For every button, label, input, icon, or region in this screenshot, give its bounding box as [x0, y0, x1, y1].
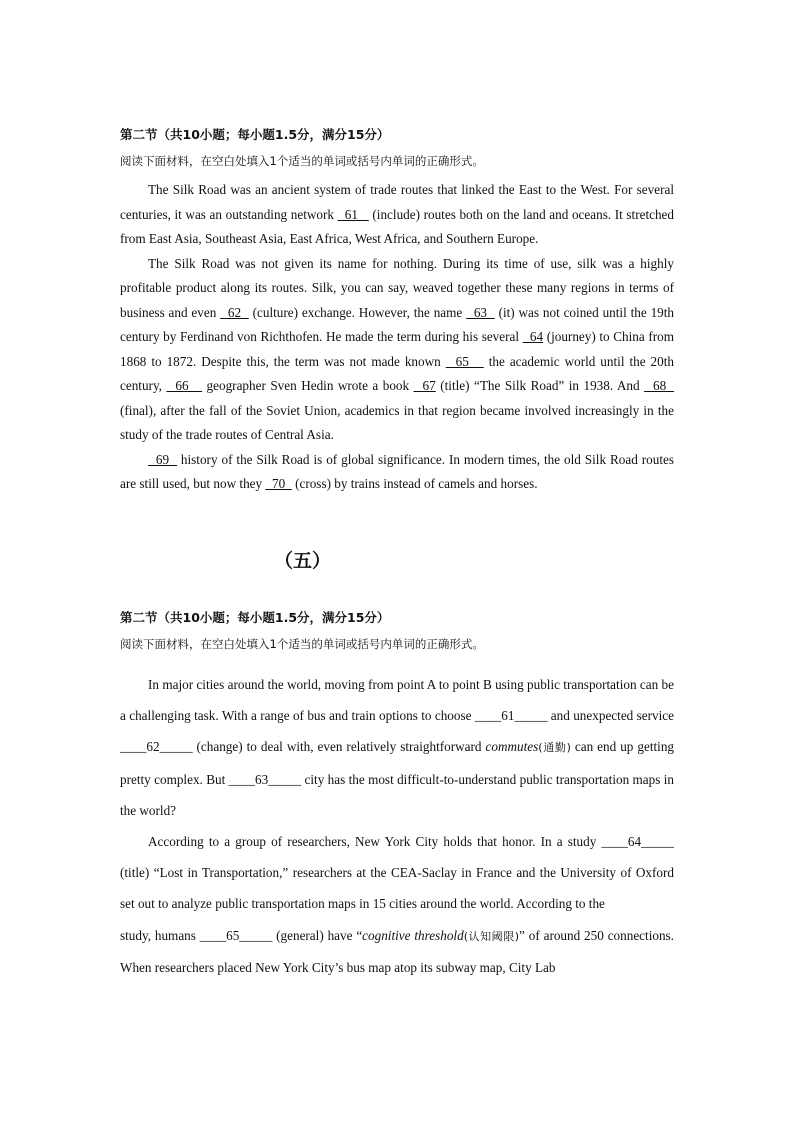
blank-2-63: ____63_____ [228, 771, 302, 787]
gloss-commutes: (通勤) [538, 741, 571, 755]
blank-61: 61 [337, 206, 369, 222]
blank-69: 69 [148, 451, 177, 467]
passage-transportation-maps: In major cities around the world, moving from point A to point B using public transportation can be a challenging task. With a range of bus and train options to choose ____61_____ and unexpected service ____62_____ (change) to deal with, even relatively straightforward commutes(通勤) can end up getting pretty complex. But ____63_____ city has the most difficult-to-understand public transportation maps in the world? According to a group of researchers, New York City holds that honor. In a study ____64_____ (title) “Lost in Transportation,” researchers at the CEA-Saclay in France and the University of Oxford set out to analyze public transportation maps in 15 cities around the world. According to the study, humans ____65_____ (general) have “cognitive threshold(认知阈限)” of around 250 connections. When researchers placed New York City’s bus map atop its subway map, City Lab [120, 677, 675, 975]
blank-70: 70 [265, 476, 292, 491]
blank-66: 66 [166, 378, 203, 393]
instruction-2: 阅读下面材料，在空白处填入1个适当的单词或括号内单词的正确形式。 [120, 637, 484, 651]
blank-65: 65 [445, 353, 484, 369]
section-heading: 第二节（共10小题；每小题1.5分，满分15分） [120, 127, 390, 142]
blank-63: 63 [466, 304, 495, 320]
blank-2-62: ____62_____ [120, 739, 193, 755]
passage-silk-road: The Silk Road was an ancient system of trade routes that linked the East to the West. For several centuries, it was an outstanding network 61 (include) routes both on the land and oceans. It stretched from East Asia, Southeast Asia, East Africa, West Africa, and Southern Europe. The Silk Road was not given its name for nothing. During its time of use, silk was a highly profitable product along its routes. Silk, you can say, weaved together these many regions in terms of business and even 62 (culture) exchange. However, the name 63 (it) was not coined until the 19th century by Ferdinand von Richthofen. He made the term during his several 64 (journey) to China from 1868 to 1872. Despite this, the term was not made known 65 the academic world until the 20th century, 66 geographer Sven Hedin wrote a book 67 (title) “The Silk Road” in 1938. And 68 (final), after the fall of the Soviet Union, academics in that region became involved increasingly in the study of the trade routes of Central Asia. 69 history of the Silk Road is of global significance. In modern times, the old Silk Road routes are still used, but now they 70 (cross) by trains instead of camels and horses. [120, 182, 675, 491]
blank-2-65: ____65_____ [199, 927, 273, 943]
section-heading-2: 第二节（共10小题；每小题1.5分，满分15分） [120, 610, 390, 625]
blank-2-61: ____61_____ [474, 708, 548, 724]
blank-68: 68 [644, 378, 675, 393]
blank-62: 62 [220, 304, 249, 320]
term-cognitive-threshold: cognitive threshold [362, 927, 464, 943]
instruction: 阅读下面材料，在空白处填入1个适当的单词或括号内单词的正确形式。 [120, 154, 484, 168]
blank-64: 64 [522, 329, 544, 344]
section-number-title: （五） [274, 550, 332, 572]
blank-2-64: ____64_____ [601, 834, 674, 850]
blank-67: 67 [413, 378, 436, 393]
term-commutes: commutes [485, 739, 539, 755]
gloss-cognitive-threshold: (认知阈限) [463, 929, 520, 943]
